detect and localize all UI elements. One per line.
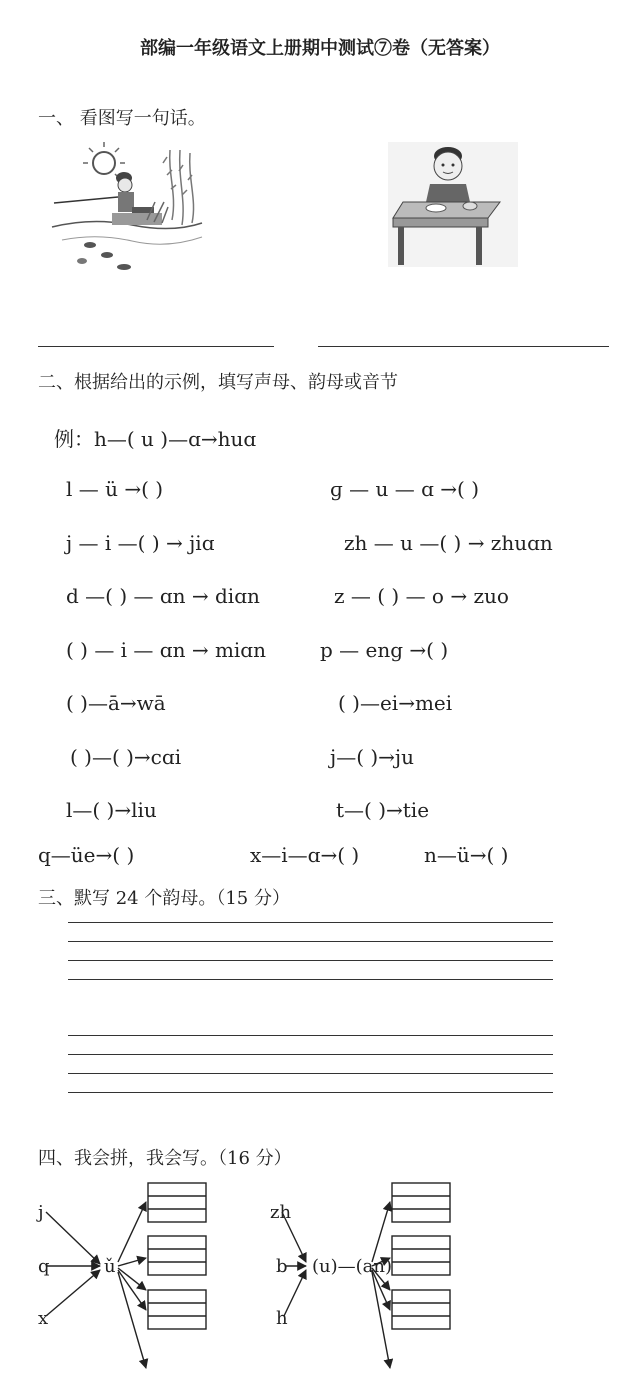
pinyin-exercise[interactable]: zh — u —( ) → zhuɑn — [344, 531, 553, 555]
pinyin-exercise[interactable]: z — ( ) — o → zuo — [334, 584, 509, 608]
pinyin-exercise[interactable]: ( ) — i — ɑn → miɑn — [66, 638, 266, 662]
pinyin-exercise[interactable]: ( )—ei→mei — [338, 691, 453, 715]
initial-letter: j — [38, 1202, 44, 1223]
initial-letter: zh — [270, 1202, 292, 1223]
pinyin-exercise[interactable]: d —( ) — ɑn → diɑn — [66, 584, 260, 608]
final-letter: ǔ — [104, 1256, 116, 1277]
page-title: 部编一年级语文上册期中测试⑦卷（无答案） — [140, 38, 500, 59]
section3-heading: 三、默写 24 个韵母。（15 分） — [38, 888, 290, 909]
example-line: 例：h—( u )—ɑ→huɑ — [54, 427, 257, 451]
initial-letter: h — [276, 1308, 288, 1329]
syllable-parts: (u)—(an) — [312, 1256, 393, 1277]
section4-heading: 四、我会拼，我会写。（16 分） — [38, 1148, 292, 1169]
initial-letter: x — [38, 1308, 49, 1329]
pinyin-exercise[interactable]: x—i—ɑ→( ) — [250, 843, 360, 867]
pinyin-exercise[interactable]: l—( )→liu — [66, 798, 157, 822]
pinyin-exercise[interactable]: p — eng →( ) — [320, 638, 449, 662]
initial-letter: b — [276, 1256, 288, 1277]
pinyin-exercise[interactable]: j — i —( ) → jiɑ — [66, 531, 215, 555]
pinyin-exercise[interactable]: n—ü→( ) — [424, 843, 509, 867]
pinyin-exercise[interactable]: j—( )→ju — [330, 745, 415, 769]
section2-heading: 二、根据给出的示例，填写声母、韵母或音节 — [38, 372, 398, 393]
pinyin-exercise[interactable]: l — ü →( ) — [66, 477, 164, 501]
pinyin-exercise[interactable]: ɡ — u — ɑ →( ) — [330, 477, 479, 501]
pinyin-exercise[interactable]: q—üe→( ) — [38, 843, 135, 867]
initial-letter: q — [38, 1256, 50, 1277]
section1-heading: 一、 看图写一句话。 — [38, 108, 206, 129]
pinyin-exercise[interactable]: t—( )→tie — [336, 798, 430, 822]
pinyin-exercise[interactable]: ( )—( )→cɑi — [70, 745, 182, 769]
pinyin-exercise[interactable]: ( )—ā→wā — [66, 691, 166, 715]
